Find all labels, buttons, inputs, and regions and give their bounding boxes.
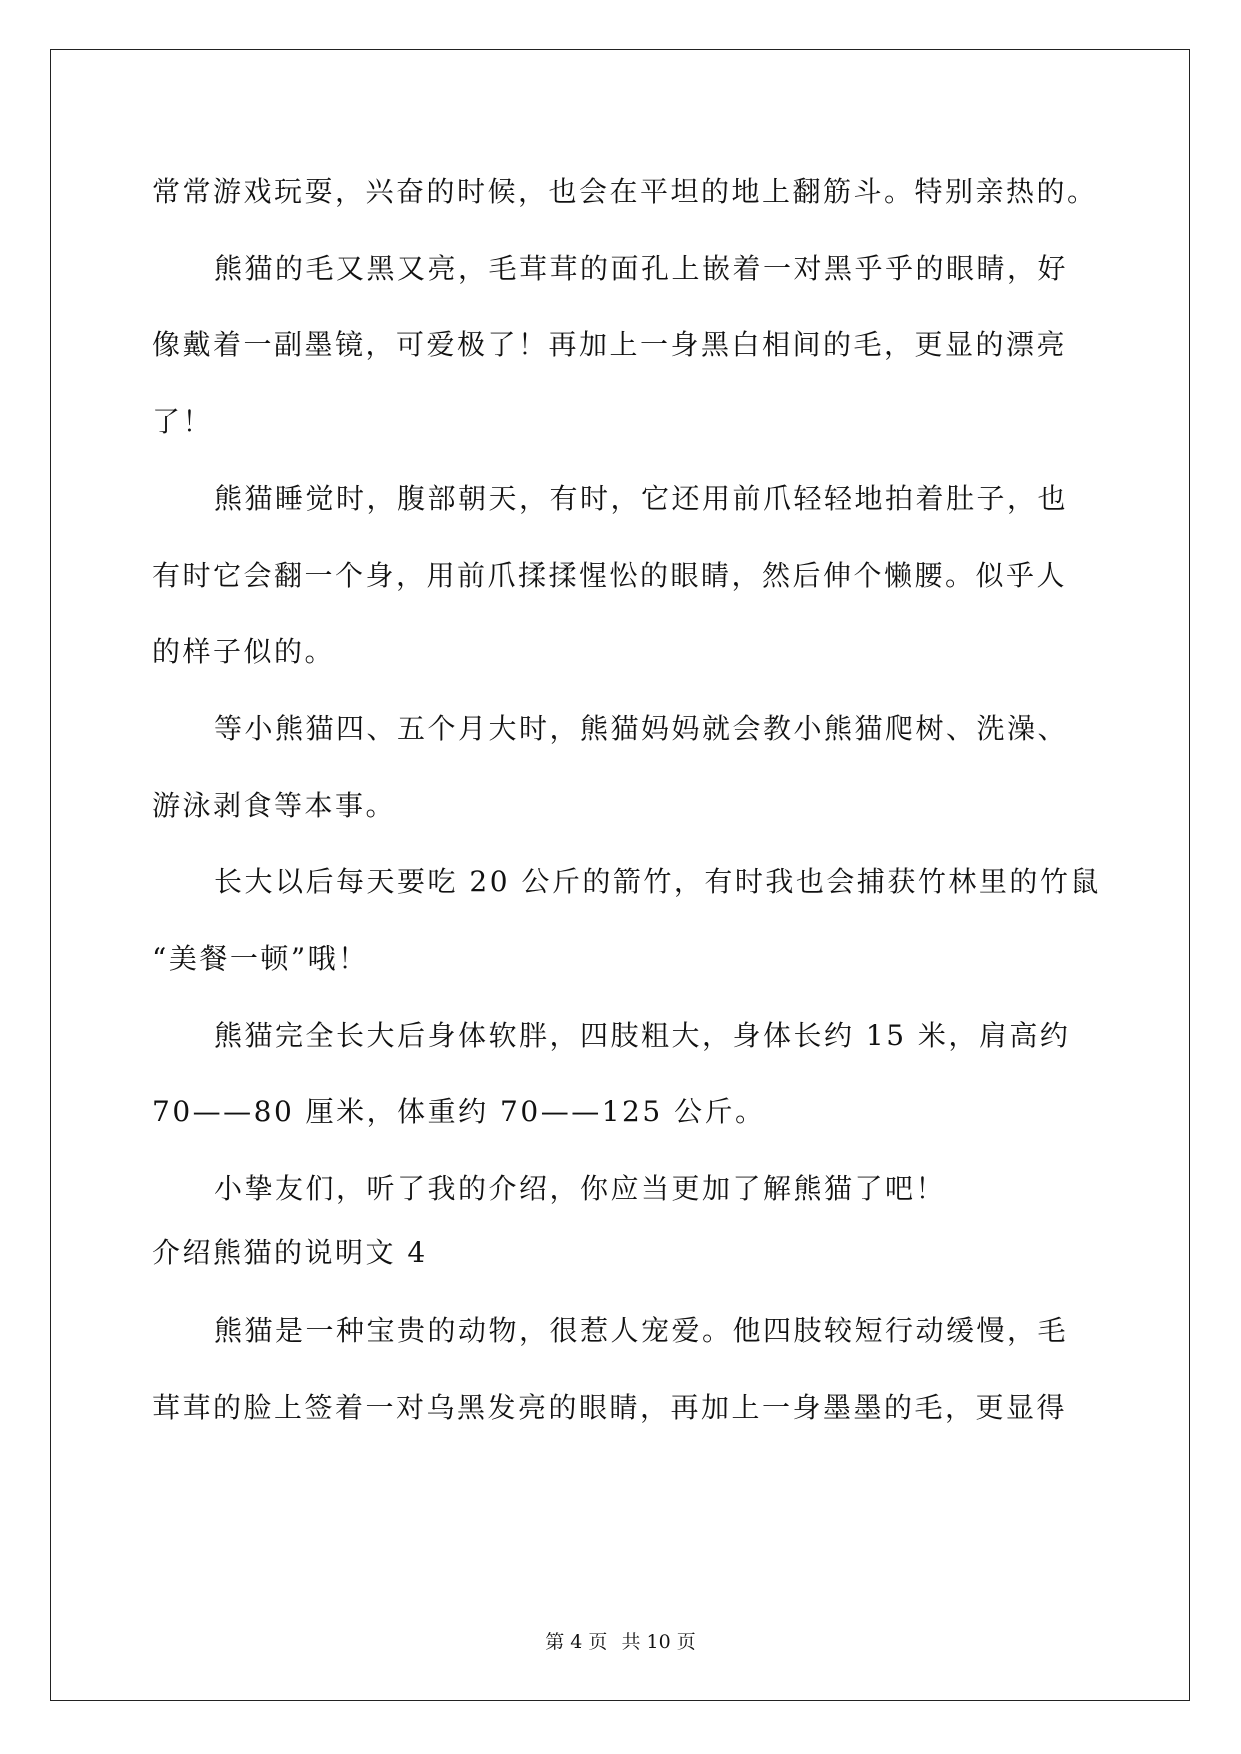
text-line: 长大以后每天要吃 20 公斤的箭竹，有时我也会捕获竹林里的竹鼠 [214,865,1101,898]
text-line: 游泳剥食等本事。 [152,789,397,822]
page-total: 共 10 页 [621,1631,696,1653]
text-line: 常常游戏玩耍，兴奋的时候，也会在平坦的地上翻筋斗。特别亲热的。 [152,175,1098,208]
text-line: 熊猫睡觉时，腹部朝天，有时，它还用前爪轻轻地拍着肚子，也 [214,482,1069,515]
text-line: 的样子似的。 [152,635,336,668]
text-line: 有时它会翻一个身，用前爪揉揉惺忪的眼睛，然后伸个懒腰。似乎人 [152,559,1068,592]
text-line: “美餐一顿”哦！ [152,942,369,975]
text-line: 熊猫是一种宝贵的动物，很惹人宠爱。他四肢较短行动缓慢，毛 [214,1314,1069,1347]
text-line: 熊猫完全长大后身体软胖，四肢粗大，身体长约 15 米，肩高约 [214,1019,1071,1052]
section-heading: 介绍熊猫的说明文 4 [152,1236,428,1269]
text-line: 像戴着一副墨镜，可爱极了！再加上一身黑白相间的毛，更显的漂亮 [152,328,1068,361]
text-line: 熊猫的毛又黑又亮，毛茸茸的面孔上嵌着一对黑乎乎的眼睛，好 [214,252,1069,285]
page-number: 第 4 页 [545,1631,608,1653]
page-footer [0,1630,1241,1654]
text-line: 小挚友们，听了我的介绍，你应当更加了解熊猫了吧！ [214,1172,947,1205]
text-line: 了！ [152,405,214,438]
text-line: 等小熊猫四、五个月大时，熊猫妈妈就会教小熊猫爬树、洗澡、 [214,712,1069,745]
text-line: 70——80 厘米，体重约 70——125 公斤。 [152,1095,766,1128]
text-line: 茸茸的脸上签着一对乌黑发亮的眼睛，再加上一身墨墨的毛，更显得 [152,1391,1068,1424]
